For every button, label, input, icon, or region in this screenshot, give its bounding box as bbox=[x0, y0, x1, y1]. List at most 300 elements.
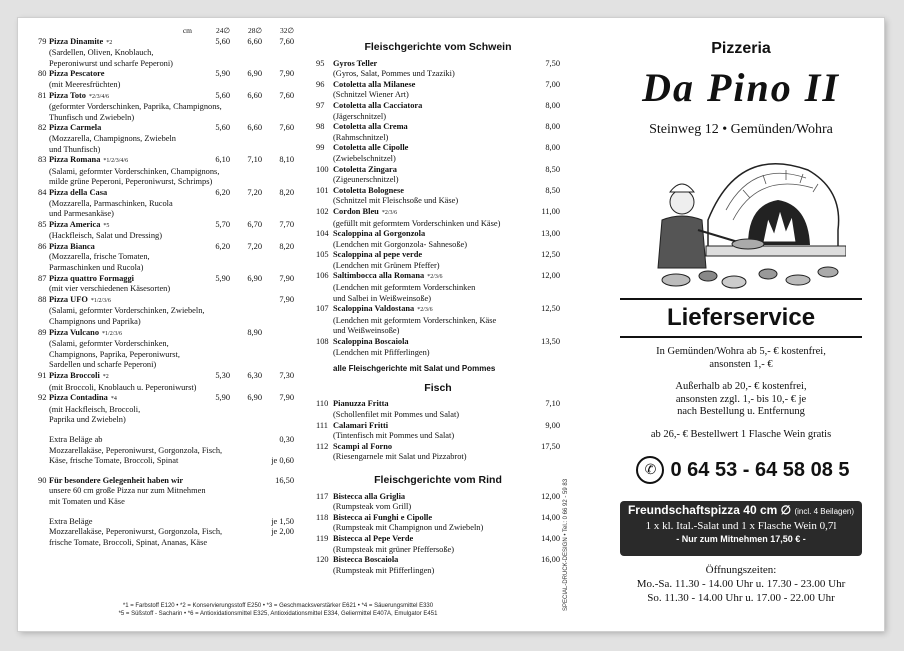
item-description: (Salami, geformter Vorderschinken, Zwiebeln, bbox=[49, 306, 205, 316]
additive-marker: *1/2/3/6 bbox=[102, 330, 123, 337]
extra-title: Extra Beläge ab bbox=[49, 434, 103, 444]
dish-item bbox=[316, 122, 560, 143]
pizza-item-row bbox=[38, 91, 294, 103]
item-description: (Sardellen, Oliven, Knoblauch, bbox=[49, 48, 154, 58]
item-price: 8,00 bbox=[545, 100, 560, 110]
item-description: und Parmesankäse) bbox=[49, 209, 114, 219]
dish-item-row bbox=[316, 421, 560, 432]
item-number: 119 bbox=[316, 533, 329, 543]
size-header bbox=[38, 26, 294, 37]
item-price: 6,70 bbox=[247, 219, 262, 229]
item-number: 99 bbox=[316, 143, 325, 153]
item-description: (Lendchen mit Gorgonzola- Sahnesoße) bbox=[333, 239, 468, 249]
extra-price: je 1,50 bbox=[271, 516, 294, 526]
dish-item-row bbox=[316, 555, 560, 566]
dish-item bbox=[316, 337, 560, 358]
dish-item bbox=[316, 492, 560, 513]
item-description: (Salami, geformter Vorderschinken, Champignons, bbox=[49, 166, 220, 176]
item-price: 16,00 bbox=[541, 555, 560, 565]
item-number: 102 bbox=[316, 206, 329, 216]
delivery-line: ansonsten zzgl. 1,- bis 10,- € je bbox=[675, 393, 807, 405]
dish-item bbox=[316, 143, 560, 164]
pizza-item-row bbox=[38, 188, 294, 199]
item-price: 7,20 bbox=[247, 187, 262, 197]
additive-marker: *1/2/3/4/6 bbox=[103, 158, 129, 165]
dish-item bbox=[316, 207, 560, 229]
item-price: 5,90 bbox=[215, 69, 230, 79]
pizza-item-row bbox=[38, 242, 294, 253]
item-price: 7,60 bbox=[279, 90, 294, 100]
item-name: Cotoletta Bolognese bbox=[333, 185, 404, 195]
section-title-fisch: Fisch bbox=[424, 381, 452, 394]
item-description: (Rumpsteak vom Grill) bbox=[333, 502, 412, 512]
item-name: Cotoletta alla Crema bbox=[333, 122, 408, 132]
dish-item bbox=[316, 399, 560, 420]
item-description: (Jägerschnitzel) bbox=[333, 111, 387, 121]
item-description: Champignons, Paprika, Peperoniwurst, bbox=[49, 349, 180, 359]
dish-item bbox=[316, 250, 560, 271]
extra-title: Extra Beläge bbox=[49, 516, 93, 526]
additive-marker: *2/3/4/6 bbox=[89, 93, 110, 100]
item-price: 6,60 bbox=[247, 123, 262, 133]
item-number: 120 bbox=[316, 555, 329, 565]
item-price: 11,00 bbox=[541, 206, 560, 216]
pizza-oven-illustration bbox=[638, 150, 846, 296]
item-name: Pizza Broccoli bbox=[49, 371, 100, 380]
item-description: und Salbei in Weißweinsoße) bbox=[333, 293, 432, 303]
item-price: 12,00 bbox=[541, 271, 560, 281]
item-number: 79 bbox=[38, 36, 47, 46]
item-description: Sardellen und scharfe Peperoni) bbox=[49, 360, 157, 370]
item-description: (mit Broccoli, Knoblauch u. Peperoniwurst) bbox=[49, 382, 197, 392]
item-price: 6,20 bbox=[215, 187, 230, 197]
item-price: 6,60 bbox=[247, 90, 262, 100]
item-name: Cotoletta alle Cipolle bbox=[333, 143, 409, 153]
pizza-item-row bbox=[38, 393, 294, 405]
item-name: Pizza quattro Formaggi bbox=[49, 273, 134, 283]
item-price: 7,20 bbox=[247, 241, 262, 251]
delivery-line: In Gemünden/Wohra ab 5,- € kostenfrei, bbox=[656, 346, 826, 357]
item-price: 12,50 bbox=[541, 304, 560, 314]
big-pizza-offer bbox=[38, 476, 294, 508]
item-price: 6,90 bbox=[247, 393, 262, 403]
pizzeria-label: Pizzeria bbox=[711, 40, 771, 57]
item-price: 8,50 bbox=[545, 185, 560, 195]
dish-item-row bbox=[316, 250, 560, 261]
item-price: 7,70 bbox=[279, 219, 294, 229]
restaurant-name: Da Pino II bbox=[642, 65, 840, 110]
item-price: 7,10 bbox=[247, 155, 262, 165]
lieferservice-title: Lieferservice bbox=[666, 304, 816, 331]
item-number: 85 bbox=[38, 219, 47, 229]
pizza-item-row bbox=[38, 155, 294, 167]
dish-item-row bbox=[316, 442, 560, 453]
pizza-item-row bbox=[38, 274, 294, 285]
pizza-item bbox=[38, 220, 294, 242]
pizza-item bbox=[38, 371, 294, 393]
pizza-item bbox=[38, 155, 294, 188]
item-price: 13,00 bbox=[541, 229, 560, 239]
additive-marker: *2 bbox=[102, 374, 109, 380]
rind-list bbox=[316, 492, 560, 577]
item-name: Scaloppina Boscaiola bbox=[333, 337, 409, 347]
pizza-item-row bbox=[38, 37, 294, 49]
item-name: Scaloppina al Gorgonzola bbox=[333, 229, 426, 239]
additive-marker: *2/3/6 bbox=[427, 274, 443, 281]
additive-marker: *2 bbox=[106, 39, 113, 46]
item-description: (Lendchen mit Pfifferlingen) bbox=[333, 347, 430, 357]
item-number: 90 bbox=[38, 475, 47, 485]
item-number: 112 bbox=[316, 441, 329, 451]
dish-item bbox=[316, 101, 560, 122]
item-name: Bistecca al Pepe Verde bbox=[333, 533, 414, 543]
schwein-list bbox=[316, 59, 560, 359]
delivery-info bbox=[598, 346, 884, 442]
big-pizza-line: mit Tomaten und Käse bbox=[49, 496, 125, 506]
item-name: Cotoletta alla Cacciatora bbox=[333, 100, 423, 110]
item-name: Pianuzza Fritta bbox=[333, 399, 389, 409]
item-price: 12,00 bbox=[541, 491, 560, 501]
item-description: (geformter Vorderschinken, Paprika, Champignons, bbox=[49, 102, 222, 112]
pizza-column bbox=[38, 26, 294, 548]
item-description: Paprika und Zwiebeln) bbox=[49, 415, 126, 425]
item-number: 80 bbox=[38, 69, 47, 79]
item-price: 5,60 bbox=[215, 36, 230, 46]
item-name: Pizza Romana bbox=[49, 155, 101, 165]
delivery-line: nach Bestellung u. Entfernung bbox=[677, 406, 805, 418]
item-price: 7,50 bbox=[545, 58, 560, 68]
item-description: Peperoniwurst und scharfe Peperoni) bbox=[49, 58, 173, 68]
item-description: (mit vier verschiedenen Käsesorten) bbox=[49, 284, 171, 294]
item-number: 88 bbox=[38, 294, 47, 304]
extra-line: Mozzarellakäse, Peperoniwurst, Gorgonzola, Fisch, bbox=[49, 445, 223, 455]
big-pizza-line: unsere 60 cm große Pizza nur zum Mitnehmen bbox=[49, 486, 206, 496]
item-name: Bistecca alla Griglia bbox=[333, 491, 406, 501]
item-description: (Rumpsteak mit grüner Pfeffersoße) bbox=[333, 544, 455, 554]
item-name: Bistecca Boscaiola bbox=[333, 555, 399, 565]
item-price: 8,00 bbox=[545, 143, 560, 153]
dish-item bbox=[316, 80, 560, 101]
extra-toppings-big bbox=[38, 517, 294, 549]
big-pizza-price: 16,50 bbox=[275, 475, 294, 485]
item-number: 83 bbox=[38, 155, 47, 165]
item-number: 96 bbox=[316, 79, 325, 89]
dish-item-row bbox=[316, 399, 560, 410]
item-description: und Weißweinsoße) bbox=[333, 326, 400, 336]
extra-price: je 0,60 bbox=[271, 456, 294, 466]
item-price: 6,10 bbox=[215, 155, 230, 165]
dish-item bbox=[316, 534, 560, 555]
dish-item-row bbox=[316, 534, 560, 545]
item-number: 101 bbox=[316, 185, 329, 195]
item-description: Parmaschinken und Rucola) bbox=[49, 263, 144, 273]
item-number: 105 bbox=[316, 250, 329, 260]
item-description: (mit Meeresfrüchten) bbox=[49, 79, 121, 89]
item-description: (Rumpsteak mit Pfifferlingen) bbox=[333, 565, 435, 575]
pizza-item-row bbox=[38, 123, 294, 134]
menu-page bbox=[18, 18, 884, 631]
fisch-list bbox=[316, 399, 560, 463]
item-price: 7,00 bbox=[545, 79, 560, 89]
item-number: 81 bbox=[38, 90, 47, 100]
size-28: 28∅ bbox=[247, 26, 262, 35]
item-price: 8,20 bbox=[279, 187, 294, 197]
dish-item-row bbox=[316, 229, 560, 240]
item-price: 8,10 bbox=[279, 155, 294, 165]
pizza-item-row bbox=[38, 295, 294, 307]
dish-item-row bbox=[316, 101, 560, 112]
extra-line: frische Tomate, Broccoli, Spinat, Ananas, Käse bbox=[49, 537, 208, 547]
dish-item-row bbox=[316, 337, 560, 348]
item-number: 97 bbox=[316, 100, 325, 110]
pizza-item-row bbox=[38, 220, 294, 232]
item-number: 95 bbox=[316, 58, 325, 68]
item-price: 8,20 bbox=[279, 241, 294, 251]
item-name: Pizza Dinamite bbox=[49, 36, 104, 46]
pizza-item bbox=[38, 37, 294, 70]
item-name: Pizza America bbox=[49, 219, 101, 229]
dish-item-row bbox=[316, 122, 560, 133]
dish-item bbox=[316, 59, 560, 80]
item-price: 9,00 bbox=[545, 420, 560, 430]
item-price: 8,50 bbox=[545, 164, 560, 174]
item-price: 8,90 bbox=[247, 327, 262, 337]
extra-price: 0,30 bbox=[279, 434, 294, 444]
additive-marker: *4 bbox=[110, 396, 117, 403]
dish-item-row bbox=[316, 207, 560, 219]
item-description: (Schollenfilet mit Pommes und Salat) bbox=[333, 410, 460, 419]
item-description: (Tintenfisch mit Pommes und Salat) bbox=[333, 431, 455, 441]
pizza-item bbox=[38, 123, 294, 155]
dish-item-row bbox=[316, 492, 560, 503]
phone-number: 0 64 53 - 64 58 08 5 bbox=[670, 458, 850, 481]
side-dish-note: alle Fleischgerichte mit Salat und Pommes bbox=[333, 364, 496, 374]
lieferservice-banner bbox=[620, 298, 862, 338]
offer-price: - Nur zum Mitnehmen 17,50 € - bbox=[676, 534, 806, 544]
printer-credit bbox=[556, 438, 569, 618]
item-description: (Lendchen mit geformtem Vorderschinken, Käse bbox=[333, 315, 497, 325]
friendship-pizza-offer bbox=[620, 501, 862, 556]
hours-line: So. 11.30 - 14.00 Uhr u. 17.00 - 22.00 Uhr bbox=[647, 592, 835, 604]
item-price: 5,90 bbox=[215, 393, 230, 403]
item-number: 108 bbox=[316, 337, 329, 347]
meat-fish-column bbox=[316, 40, 560, 576]
offer-title-note: (incl. 4 Beilagen) bbox=[794, 507, 855, 516]
item-description: (mit Hackfleisch, Broccoli, bbox=[49, 404, 141, 414]
dish-item-row bbox=[316, 304, 560, 316]
item-name: Gyros Teller bbox=[333, 58, 378, 68]
item-price: 14,00 bbox=[541, 512, 560, 522]
item-name: Cotoletta Zingara bbox=[333, 164, 397, 174]
item-price: 7,90 bbox=[279, 273, 294, 283]
item-description: (Mozzarella, Parmaschinken, Rucola bbox=[49, 198, 173, 208]
item-number: 87 bbox=[38, 273, 47, 283]
item-price: 6,20 bbox=[215, 241, 230, 251]
item-number: 118 bbox=[316, 512, 329, 522]
item-number: 106 bbox=[316, 271, 329, 281]
pizza-item bbox=[38, 188, 294, 220]
item-price: 7,90 bbox=[279, 69, 294, 79]
item-number: 104 bbox=[316, 229, 329, 239]
dish-item bbox=[316, 229, 560, 250]
item-price: 5,60 bbox=[215, 90, 230, 100]
item-name: Pizza Carmela bbox=[49, 123, 102, 133]
pizza-item bbox=[38, 242, 294, 274]
offer-title: Freundschaftspizza 40 cm ∅ bbox=[627, 503, 792, 517]
item-price: 8,00 bbox=[545, 122, 560, 132]
pizza-item-row bbox=[38, 371, 294, 383]
item-description: (Gyros, Salat, Pommes und Tzaziki) bbox=[333, 69, 455, 79]
item-number: 82 bbox=[38, 123, 47, 133]
item-price: 7,90 bbox=[279, 393, 294, 403]
dish-item-row bbox=[316, 80, 560, 91]
item-name: Pizza UFO bbox=[49, 294, 88, 304]
item-price: 5,30 bbox=[215, 371, 230, 380]
pizza-item-row bbox=[38, 328, 294, 340]
size-32: 32∅ bbox=[279, 26, 294, 35]
delivery-line: Außerhalb ab 20,- € kostenfrei, bbox=[675, 381, 807, 393]
item-price: 7,10 bbox=[545, 399, 560, 409]
item-description: (Salami, geformter Vorderschinken, bbox=[49, 339, 169, 349]
pizza-item bbox=[38, 91, 294, 124]
item-price: 17,50 bbox=[541, 441, 560, 451]
item-description: (Rumpsteak mit Champignon und Zwiebeln) bbox=[333, 523, 484, 533]
hours-line: Mo.-Sa. 11.30 - 14.00 Uhr u. 17.30 - 23.00 Uhr bbox=[636, 578, 846, 590]
additive-marker: *5 bbox=[103, 222, 110, 229]
extra-line: Käse, frische Tomate, Broccoli, Spinat bbox=[49, 456, 179, 466]
item-description: (Schnitzel Wiener Art) bbox=[333, 90, 409, 100]
extra-line: Mozzarellakäse, Peperoniwurst, Gorgonzola, Fisch, bbox=[49, 527, 223, 537]
item-number: 86 bbox=[38, 241, 47, 251]
hours-title: Öffnungszeiten: bbox=[705, 564, 777, 576]
pizza-item bbox=[38, 328, 294, 371]
item-price: 7,60 bbox=[279, 123, 294, 133]
extra-toppings-small bbox=[38, 435, 294, 467]
item-price: 6,60 bbox=[247, 36, 262, 46]
dish-item bbox=[316, 442, 560, 463]
item-name: Pizza Bianca bbox=[49, 241, 95, 251]
item-name: Cotoletta alla Milanese bbox=[333, 79, 416, 89]
pizza-item bbox=[38, 69, 294, 90]
item-name: Pizza Pescatore bbox=[49, 69, 105, 79]
dish-item bbox=[316, 555, 560, 576]
item-name: Scaloppina Valdostana bbox=[333, 304, 415, 314]
item-description: und Thunfisch) bbox=[49, 144, 101, 154]
address: Steinweg 12 • Gemünden/Wohra bbox=[649, 122, 833, 137]
item-price: 7,90 bbox=[279, 294, 294, 304]
pizza-item bbox=[38, 393, 294, 426]
item-number: 117 bbox=[316, 491, 329, 501]
pizza-item-row bbox=[38, 69, 294, 80]
item-name: Pizza Vulcano bbox=[49, 327, 100, 337]
item-number: 84 bbox=[38, 187, 47, 197]
telephone-icon: ✆ bbox=[636, 456, 664, 484]
item-description: (Lendchen mit Grünem Pfeffer) bbox=[333, 260, 440, 270]
opening-hours bbox=[598, 564, 884, 605]
item-description: (Schnitzel mit Fleischsoße und Käse) bbox=[333, 196, 459, 206]
item-number: 111 bbox=[316, 420, 328, 430]
printer-credit-text: SPECIAL-DRUCK-DESIGN • Tel.: 0 66 92 - 59 83 bbox=[563, 478, 569, 611]
item-name: Pizza Toto bbox=[49, 90, 86, 100]
item-price: 5,90 bbox=[215, 273, 230, 283]
item-number: 89 bbox=[38, 327, 47, 337]
item-number: 92 bbox=[38, 393, 47, 403]
delivery-line: ab 26,- € Bestellwert 1 Flasche Wein gratis bbox=[650, 428, 832, 440]
item-number: 91 bbox=[38, 371, 47, 380]
item-description: (Zwiebelschnitzel) bbox=[333, 153, 396, 163]
item-description: Thunfisch und Zwiebeln) bbox=[49, 112, 135, 122]
size-unit: cm bbox=[182, 26, 192, 35]
item-price: 7,30 bbox=[279, 371, 294, 380]
dish-item-row bbox=[316, 59, 560, 70]
item-price: 7,60 bbox=[279, 36, 294, 46]
item-name: Calamari Fritti bbox=[333, 420, 389, 430]
additive-marker: *2/3/6 bbox=[417, 307, 433, 314]
item-name: Cordon Bleu bbox=[333, 206, 379, 216]
item-description: (Mozzarella, Champignons, Zwiebeln bbox=[49, 133, 176, 143]
item-name: Bistecca ai Funghi e Cipolle bbox=[333, 512, 433, 522]
dish-item bbox=[316, 421, 560, 442]
size-24: 24∅ bbox=[215, 26, 230, 35]
dish-item bbox=[316, 186, 560, 207]
dish-item-row bbox=[316, 186, 560, 197]
pizza-list bbox=[38, 37, 294, 426]
item-price: 14,00 bbox=[541, 533, 560, 543]
item-name: Scampi al Forno bbox=[333, 441, 393, 451]
item-description: (Mozzarella, frische Tomaten, bbox=[49, 252, 150, 262]
big-pizza-line: Für besondere Gelegenheit haben wir bbox=[49, 475, 184, 485]
item-number: 110 bbox=[316, 399, 329, 409]
additive-marker: *1/2/3/6 bbox=[90, 297, 111, 304]
dish-item bbox=[316, 165, 560, 186]
dish-item bbox=[316, 304, 560, 337]
offer-details: 1 x kl. Ital.-Salat und 1 x Flasche Wein 0,7l bbox=[645, 520, 837, 532]
footnote-line: *5 = Süßstoff - Sacharin • *6 = Antioxidationsmittel E325, Antioxidationsmittel E334, Geliermittel E407A, Emulgator E451 bbox=[118, 611, 438, 617]
item-description: (Riesengarnele mit Salat und Pizzabrot) bbox=[333, 452, 467, 462]
dish-item-row bbox=[316, 513, 560, 524]
item-name: Scaloppina al pepe verde bbox=[333, 250, 423, 260]
item-price: 6,90 bbox=[247, 273, 262, 283]
extra-price: je 2,00 bbox=[271, 527, 294, 537]
item-description: (gefüllt mit geformtem Vorderschinken und Käse) bbox=[333, 218, 501, 228]
section-title-rind: Fleischgerichte vom Rind bbox=[374, 473, 502, 486]
item-number: 98 bbox=[316, 122, 325, 132]
dish-item bbox=[316, 271, 560, 304]
pizza-item bbox=[38, 274, 294, 295]
item-price: 5,70 bbox=[215, 219, 230, 229]
dish-item bbox=[316, 513, 560, 534]
item-description: milde grüne Peperoni, Peperoniwurst, Schrimps) bbox=[49, 177, 213, 187]
item-description: Champignons und Paprika) bbox=[49, 317, 141, 327]
dish-item-row bbox=[316, 271, 560, 283]
dish-item-row bbox=[316, 165, 560, 176]
item-price: 6,30 bbox=[247, 371, 262, 380]
item-price: 5,60 bbox=[215, 123, 230, 133]
item-name: Saltimbocca alla Romana bbox=[333, 271, 425, 281]
item-number: 100 bbox=[316, 164, 329, 174]
pizza-item bbox=[38, 295, 294, 328]
additives-footnote bbox=[38, 602, 518, 618]
item-price: 13,50 bbox=[541, 337, 560, 347]
item-description: (Lendchen mit geformtem Vorderschinken bbox=[333, 283, 476, 293]
additive-marker: *2/3/6 bbox=[381, 209, 398, 216]
item-price: 12,50 bbox=[541, 250, 560, 260]
item-number: 107 bbox=[316, 304, 329, 314]
item-description: (Zigeunerschnitzel) bbox=[333, 175, 399, 185]
item-price: 6,90 bbox=[247, 69, 262, 79]
phone-block bbox=[618, 456, 868, 484]
footnote-line: *1 = Farbstoff E120 • *2 = Konservierungsstoff E250 • *3 = Geschmacksverstärker E621 • *4 = Säuerungsmittel E330 bbox=[122, 603, 434, 609]
